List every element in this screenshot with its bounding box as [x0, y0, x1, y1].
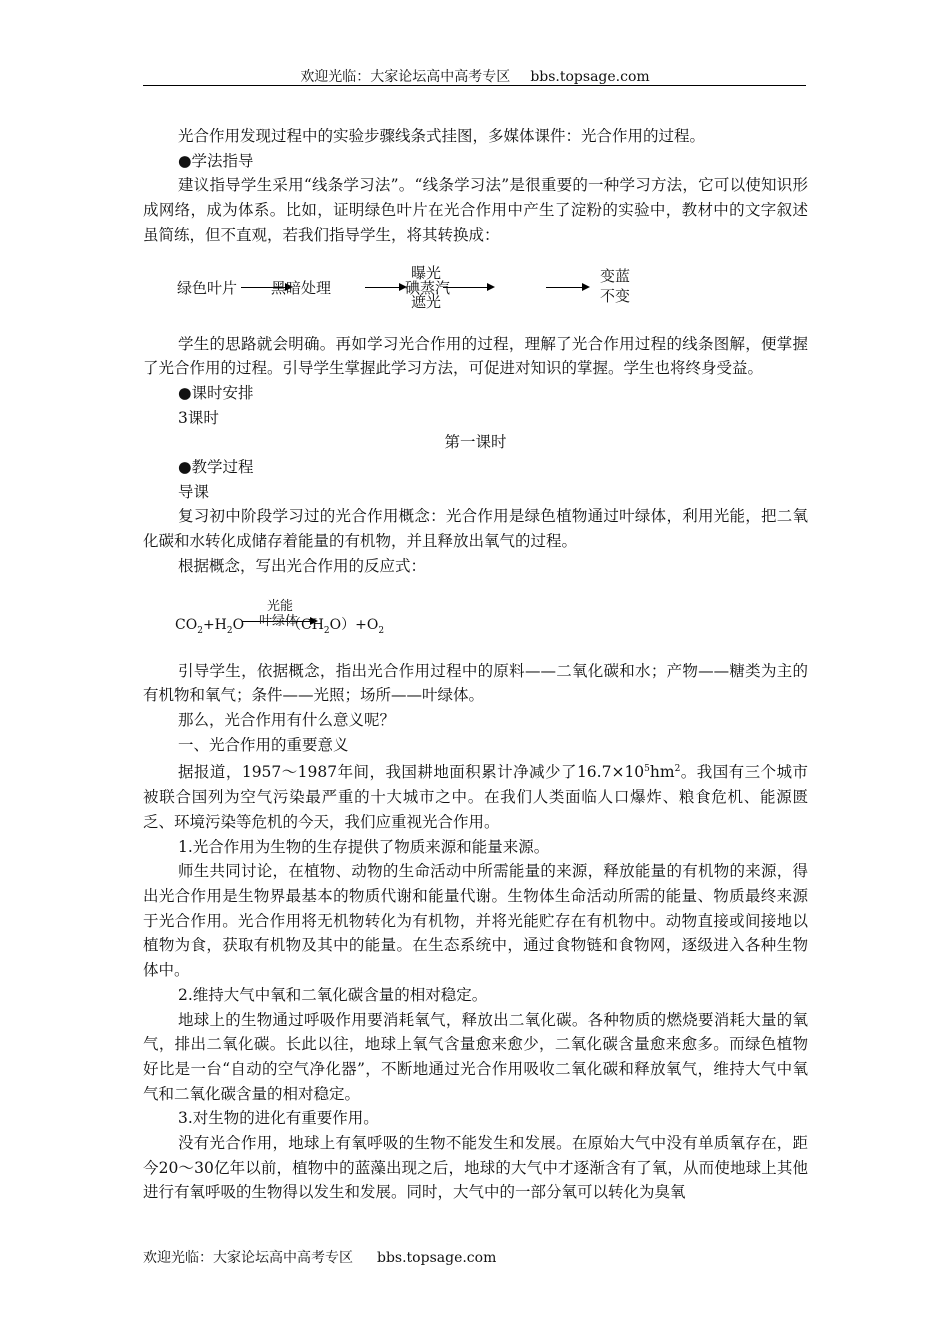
flow-iodine-label: 碘蒸汽: [405, 278, 451, 297]
equation-o2: O）+O: [329, 616, 379, 633]
paragraph-write-equation: 根据概念，写出光合作用的反应式：: [178, 556, 427, 575]
header-url[interactable]: bbs.topsage.com: [530, 69, 650, 85]
equation-o2-sub: 2: [378, 625, 385, 636]
flow-no-change-label: 不变: [600, 286, 631, 305]
farmland-text-a: 据报道，1957～1987年间，我国耕地面积累计净减少了16.7×10: [178, 763, 645, 782]
farmland-sup-5: 5: [644, 764, 650, 775]
equation-h2o: +H: [202, 616, 227, 633]
flow-arrow-2: [365, 287, 405, 288]
document-body: [143, 124, 808, 1205]
farmland-sup-2: 2: [674, 764, 681, 775]
paragraph-evolution: 没有光合作用，地球上有氧呼吸的生物不能发生和发展。在原始大气中没有单质氧存在，距今20～30亿年以前，植物中的蓝藻出现之后，地球的大气中才逐渐含有了氧，从而使地球上其他进行有氧呼吸的生物得以发生和发展。同时，大气中的一部分氧可以转化为臭氧: [143, 1134, 808, 1202]
paragraph-oxygen-balance: 地球上的生物通过呼吸作用要消耗氧气，释放出二氧化碳。各种物质的燃烧要消耗大量的氧气，排出二氧化碳。长此以往，地球上氧气含量愈来愈少，二氧化碳含量愈来愈多。而绿色植物好比是一台“自动的空气净化器”，不断地通过光合作用吸收二氧化碳和释放氧气，维持大气中氧气和二氧化碳含量的相对稳定。: [143, 1010, 808, 1103]
footer-url[interactable]: bbs.topsage.com: [377, 1250, 497, 1266]
farmland-unit: hm: [649, 763, 675, 782]
schedule-value: 3课时: [178, 408, 219, 427]
flow-light-label: 曝光: [411, 263, 442, 282]
experiment-flow-diagram: [143, 258, 808, 332]
farmland-text-c: 。我国有三个城市被联合国列为空气污染最严重的十大城市之中。在我们人类面临人口爆炸、粮食危机、能源匮乏、环境污染等危机的今天，我们应重视光合作用。: [143, 763, 808, 831]
point-2: 2.维持大气中氧和二氧化碳含量的相对稳定。: [178, 985, 488, 1004]
equation-condition-chloroplast: 叶绿体: [259, 613, 299, 629]
page-footer: [143, 1247, 496, 1267]
photosynthesis-equation: [143, 585, 808, 651]
section-significance: 一、光合作用的重要意义: [178, 735, 349, 754]
equation-reactants: [175, 613, 244, 644]
equation-co2: CO: [175, 616, 198, 633]
equation-condition-light: 光能: [267, 598, 294, 614]
heading-introduction: 导课: [178, 482, 210, 501]
paragraph-guide-students: 引导学生，依据概念，指出光合作用过程中的原料——二氧化碳和水；产物——糖类为主的有机物和氧气；条件——光照；场所——叶绿体。: [143, 661, 808, 705]
point-3: 3.对生物的进化有重要作用。: [178, 1109, 379, 1128]
flow-blue-label: 变蓝: [600, 266, 631, 285]
heading-study-method: ●学法指导: [178, 151, 254, 170]
paragraph-farmland: [143, 757, 808, 834]
paragraph-concept: 复习初中阶段学习过的光合作用概念：光合作用是绿色植物通过叶绿体，利用光能，把二氧化碳和水转化成储存着能量的有机物，并且释放出氧气的过程。: [143, 507, 808, 551]
header-divider: [143, 85, 806, 86]
heading-schedule: ●课时安排: [178, 383, 254, 402]
equation-ch2o: （CH: [287, 616, 324, 633]
equation-ch2o-sub: 2: [323, 625, 330, 636]
equation-products: [287, 613, 384, 644]
equation-h2o-sub: 2: [226, 625, 233, 636]
flow-leaf-label: 绿色叶片: [177, 278, 238, 297]
header-welcome-text: 欢迎光临：大家论坛高中高考专区: [300, 69, 511, 85]
equation-co2-sub: 2: [197, 625, 203, 636]
heading-teaching-process: ●教学过程: [178, 458, 254, 477]
paragraph-materials: 光合作用发现过程中的实验步骤线条式挂图，多媒体课件：光合作用的过程。: [178, 127, 706, 145]
paragraph-line-method: 建议指导学生采用“线条学习法”。“线条学习法”是很重要的一种学习方法，它可以使知识形成网络，成为体系。比如，证明绿色叶片在光合作用中产生了淀粉的实验中，教材中的文字叙述虽简练，但不直观，若我们指导学生，将其转换成：: [143, 176, 808, 244]
flow-arrow-3: [443, 287, 493, 288]
page-header: [0, 66, 950, 86]
paragraph-question: 那么，光合作用有什么意义呢？: [178, 710, 396, 729]
flow-shade-label: 遮光: [411, 292, 442, 311]
flow-arrow-4: [546, 287, 588, 288]
footer-welcome-text: 欢迎光临：大家论坛高中高考专区: [143, 1250, 353, 1266]
equation-h2o-o: O: [232, 616, 245, 633]
flow-dark-label: 黑暗处理: [271, 278, 332, 297]
point-1: 1.光合作用为生物的生存提供了物质来源和能量来源。: [178, 837, 550, 856]
paragraph-clear-thinking: 学生的思路就会明确。再如学习光合作用的过程，理解了光合作用过程的线条图解，便掌握了光合作用的过程。引导学生掌握此学习方法，可促进对知识的掌握。学生也将终身受益。: [143, 334, 808, 378]
lesson-title: 第一课时: [444, 433, 507, 452]
paragraph-energy-source: 师生共同讨论，在植物、动物的生命活动中所需能量的来源，释放能量的有机物的来源，得出光合作用是生物界最基本的物质代谢和能量代谢。生物体生命活动所需的能量、物质最终来源于光合作用。光合作用将无机物转化为有机物，并将光能贮存在有机物中。动物直接或间接地以植物为食，获取有机物及其中的能量。在生态系统中，通过食物链和食物网，逐级进入各种生物体中。: [143, 862, 808, 980]
